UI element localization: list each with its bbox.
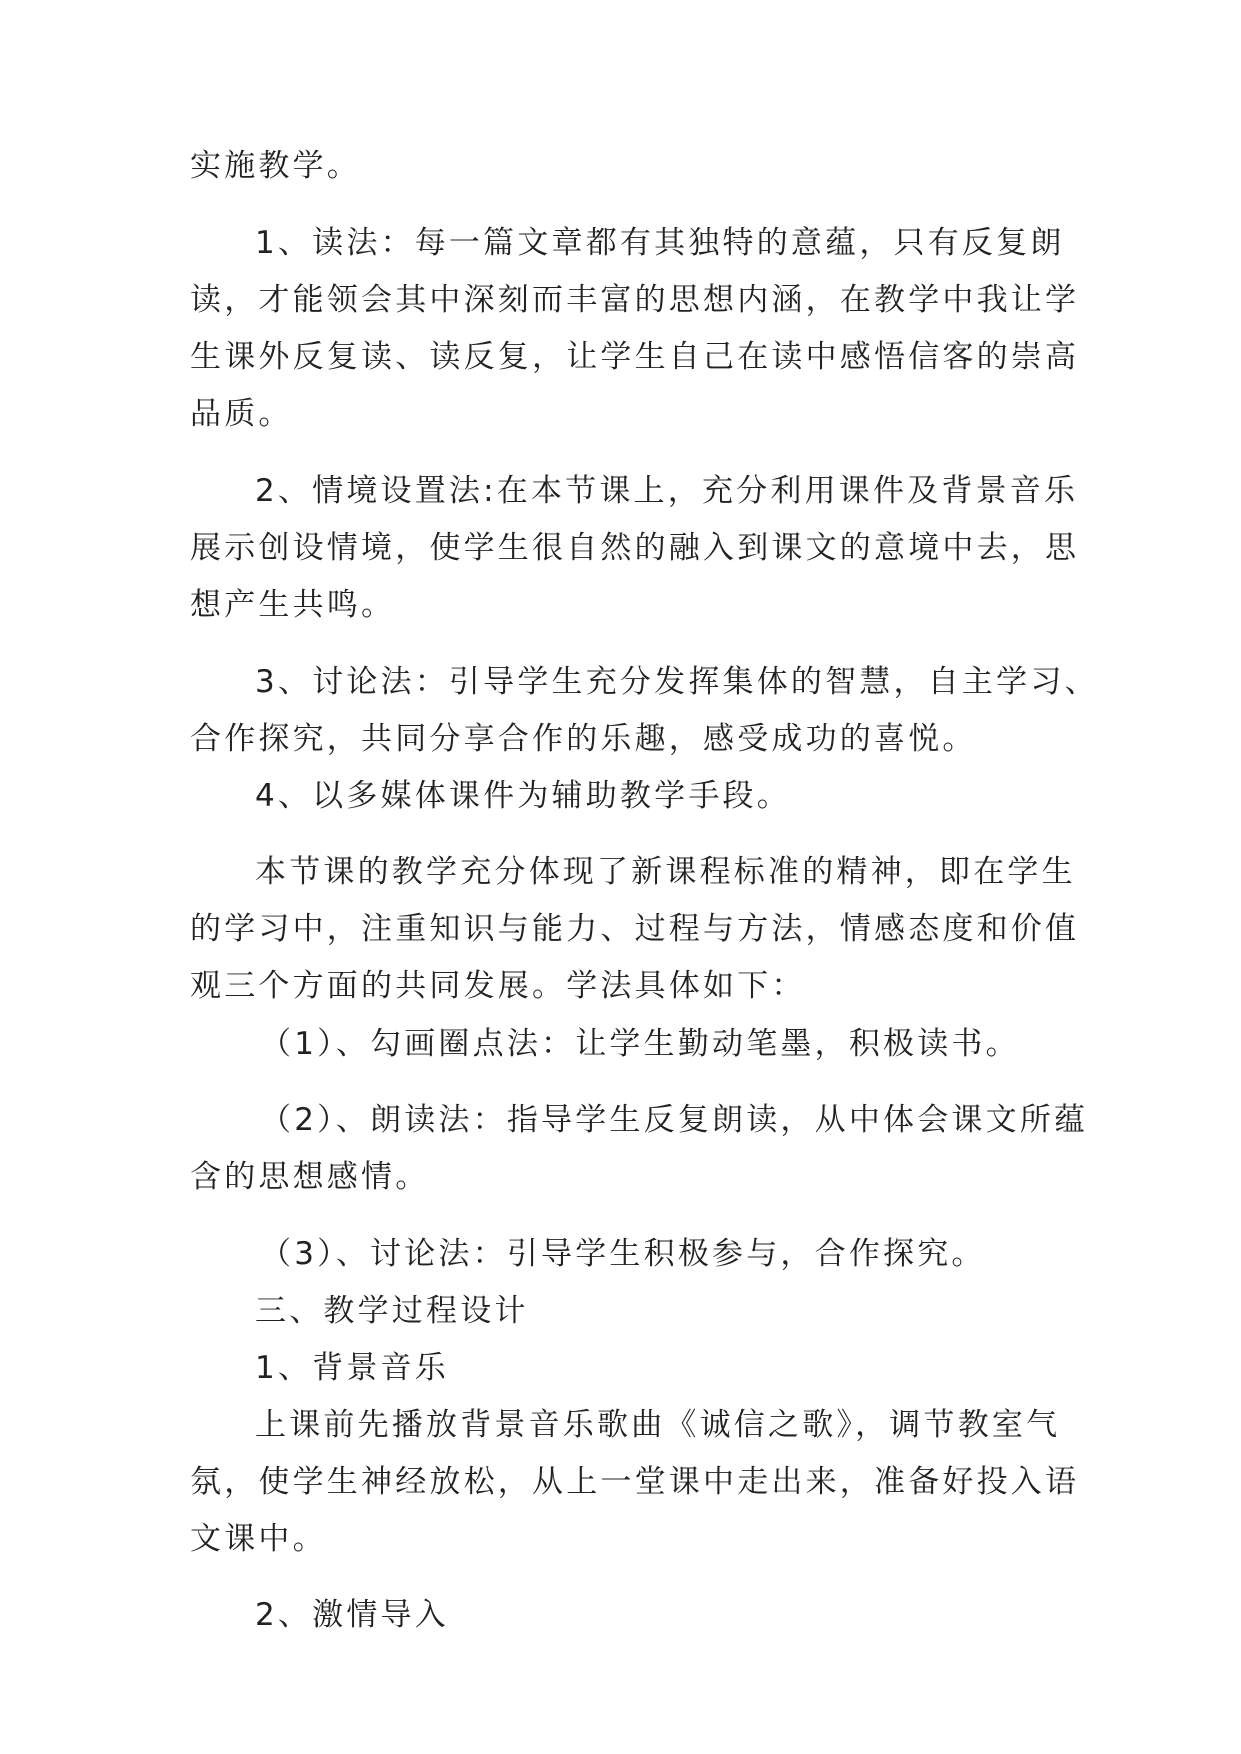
text-line: 品质。 bbox=[190, 396, 293, 432]
text-line: 1、背景音乐 bbox=[255, 1350, 449, 1386]
text-line: 1、读法：每一篇文章都有其独特的意蕴，只有反复朗 bbox=[255, 225, 1065, 261]
text-line: （1）、勾画圈点法：让学生勤动笔墨，积极读书。 bbox=[260, 1026, 1020, 1062]
text-line: 想产生共鸣。 bbox=[190, 587, 396, 623]
text-line: 本节课的教学充分体现了新课程标准的精神，即在学生 bbox=[255, 854, 1076, 890]
text-line: 实施教学。 bbox=[190, 148, 361, 184]
text-line: 文课中。 bbox=[190, 1521, 327, 1557]
text-line: 合作探究，共同分享合作的乐趣，感受成功的喜悦。 bbox=[190, 721, 977, 757]
text-line: 三、教学过程设计 bbox=[255, 1293, 529, 1329]
text-line: （2）、朗读法：指导学生反复朗读，从中体会课文所蕴 bbox=[260, 1102, 1089, 1138]
text-line: 上课前先播放背景音乐歌曲《诚信之歌》，调节教室气 bbox=[255, 1407, 1061, 1443]
text-line: 生课外反复读、读反复，让学生自己在读中感悟信客的崇高 bbox=[190, 339, 1080, 375]
text-line: 的学习中，注重知识与能力、过程与方法，情感态度和价值 bbox=[190, 911, 1080, 947]
text-line: 2、激情导入 bbox=[255, 1597, 449, 1633]
text-line: 读，才能领会其中深刻而丰富的思想内涵，在教学中我让学 bbox=[190, 282, 1080, 318]
text-line: 展示创设情境，使学生很自然的融入到课文的意境中去，思 bbox=[190, 530, 1080, 566]
text-line: 氛，使学生神经放松，从上一堂课中走出来，准备好投入语 bbox=[190, 1464, 1080, 1500]
text-line: 3、讨论法：引导学生充分发挥集体的智慧，自主学习、 bbox=[255, 664, 1099, 700]
text-line: 观三个方面的共同发展。学法具体如下： bbox=[190, 968, 806, 1004]
text-line: 4、以多媒体课件为辅助教学手段。 bbox=[255, 778, 791, 814]
text-line: 含的思想感情。 bbox=[190, 1159, 430, 1195]
text-line: （3）、讨论法：引导学生积极参与，合作探究。 bbox=[260, 1236, 986, 1272]
text-line: 2、情境设置法:在本节课上，充分利用课件及背景音乐 bbox=[255, 473, 1079, 509]
